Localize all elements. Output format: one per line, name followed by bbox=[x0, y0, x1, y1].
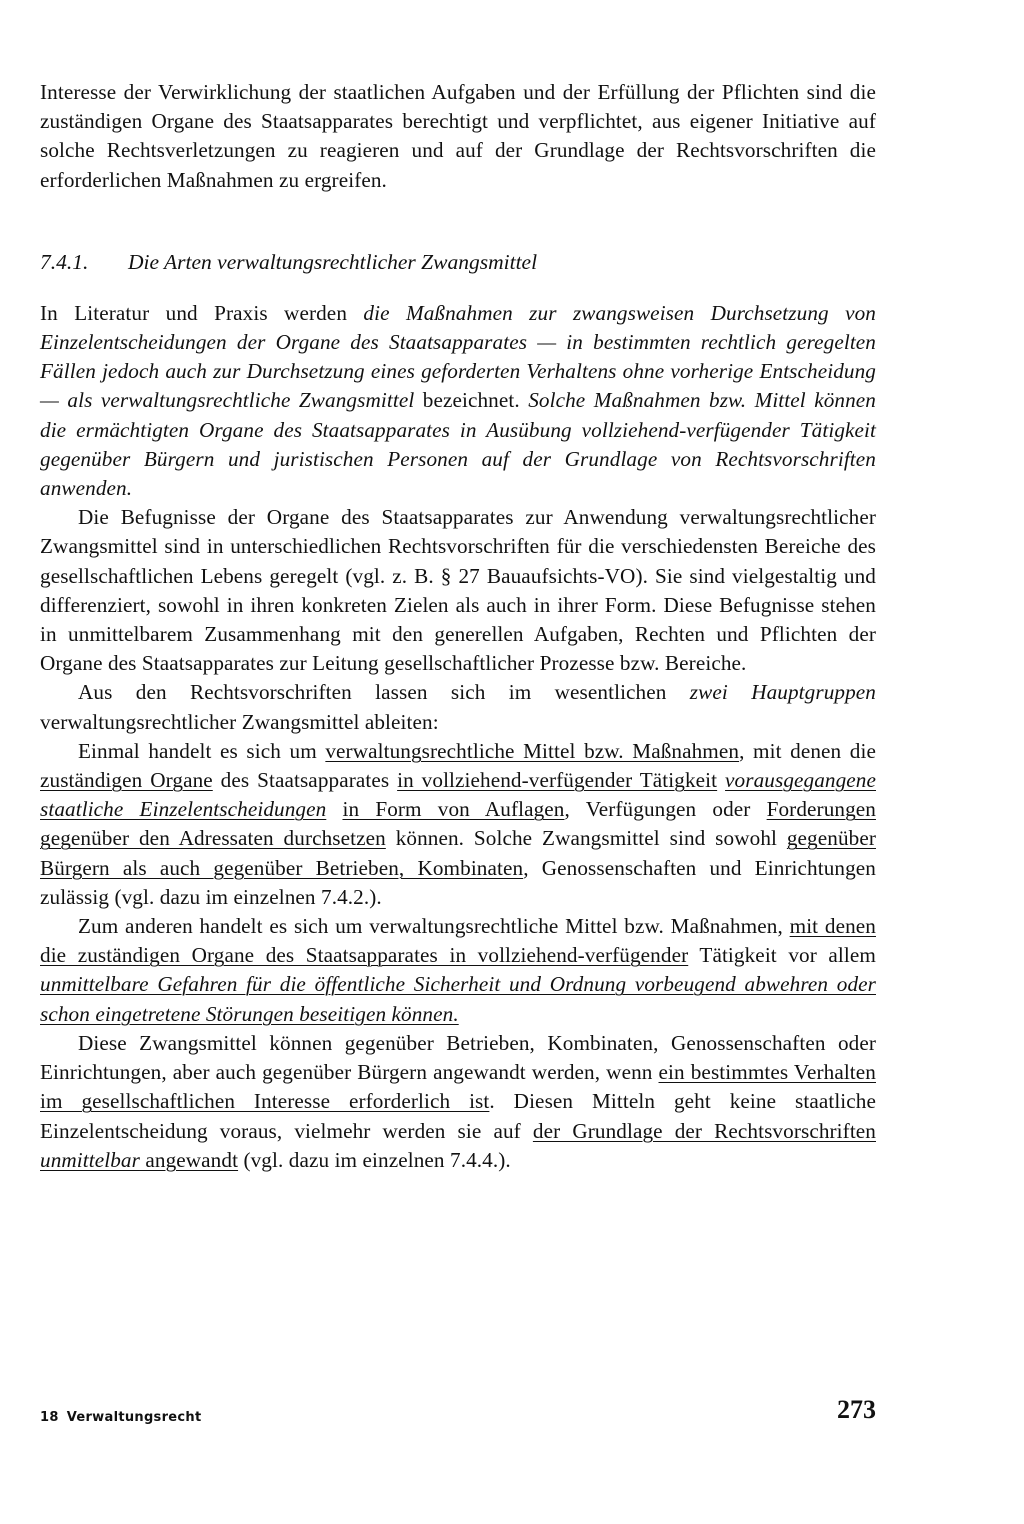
book-title: Verwaltungsrecht bbox=[66, 1410, 202, 1425]
text-run: können. Solche Zwangsmittel sind sowohl bbox=[385, 826, 787, 851]
text-run: , mit denen die bbox=[739, 738, 876, 763]
paragraph-hauptgruppen bbox=[40, 678, 876, 736]
text-run: bezeichnet. bbox=[414, 388, 529, 413]
section-number: 7.4.1. bbox=[40, 249, 89, 274]
underlined-run: mit denen die zuständigen Organe des Staatsapparates in vollziehend-verfügender bbox=[40, 914, 876, 968]
text-run: Zum anderen handelt es sich um verwaltungsrechtliche Mittel bzw. Maßnahmen, bbox=[78, 914, 790, 939]
paragraph-definition bbox=[40, 299, 876, 503]
text-run: (vgl. dazu im einzelnen 7.4.4.). bbox=[238, 1147, 511, 1172]
underlined-run: Forderungen gegenüber den Adressaten durchsetzen bbox=[40, 797, 876, 851]
underlined-run: verwaltungsrechtliche Mittel bzw. Maßnahmen bbox=[325, 738, 740, 763]
text-run bbox=[717, 768, 725, 792]
underlined-run: zuständigen Organe bbox=[40, 768, 213, 793]
text-run-italic: zwei Hauptgruppen bbox=[689, 680, 876, 705]
text-run: Tätigkeit vor allem bbox=[688, 943, 876, 968]
footer-signature bbox=[40, 1410, 202, 1425]
text-run: In Literatur und Praxis werden bbox=[40, 300, 364, 325]
text-run: Aus den Rechtsvorschriften lassen sich im wesentlichen bbox=[78, 680, 690, 705]
page-number: 273 bbox=[837, 1395, 876, 1424]
paragraph-einmal bbox=[40, 737, 876, 912]
underlined-run: in Form von Auflagen bbox=[342, 797, 565, 822]
section-heading bbox=[40, 247, 876, 277]
page-footer bbox=[40, 1395, 876, 1425]
underlined-run: gegenüber Bürgern als auch gegenüber Betrieben, Kombinaten bbox=[40, 826, 876, 880]
underlined-run: in vollziehend-verfügender Tätigkeit bbox=[397, 768, 718, 793]
paragraph-diese-zwangsmittel bbox=[40, 1029, 876, 1175]
underlined-italic-run: unmittelbar bbox=[40, 1147, 140, 1172]
text-run: Diese Zwangsmittel können gegenüber Betrieben, Kombinaten, Genossenschaften oder Einrichtungen, aber auch gegenüber Bürgern angewandt werden, wenn bbox=[40, 1030, 876, 1085]
text-run: . Diesen Mitteln geht keine staatliche Einzelentscheidung voraus, vielmehr werden sie auf bbox=[40, 1089, 876, 1143]
paragraph-befugnisse: Die Befugnisse der Organe des Staatsapparates zur Anwendung verwaltungsrechtlicher Zwangsmittel sind in unterschiedlichen Rechtsvorschriften für die verschiedensten Bereiche des gesellschaftlichen Lebens geregelt (vgl. z. B. § 27 Bauaufsichts-VO). Sie sind vielgestaltig und differenziert, sowohl in ihren konkreten Zielen als auch in ihrer Form. Diese Befugnisse stehen in unmittelbarem Zusammenhang mit den generellen Aufgaben, Rechten und Pflichten der Organe des Staatsapparates zur Leitung gesellschaftlicher Prozesse bzw. Bereiche. bbox=[40, 505, 876, 676]
text-run-italic: die Maßnahmen zur zwangsweisen Durchsetzung von Einzelentscheidungen der Organe des Staatsapparates — in bestimmten rechtlich geregelten Fällen jedoch auch zur Durchsetzung eines geforderten Verhaltens ohne vorherige Entscheidung — als verwaltungsrechtliche Zwangsmittel bbox=[40, 300, 876, 413]
section-title: Die Arten verwaltungsrechtlicher Zwangsmittel bbox=[128, 249, 538, 274]
text-run bbox=[326, 797, 342, 821]
underlined-italic-run: unmittelbare Gefahren für die öffentliche Sicherheit und Ordnung vorbeugend abwehren oder schon eingetretene Störungen beseitigen können. bbox=[40, 972, 876, 1026]
text-run-italic: Solche Maßnahmen bzw. Mittel können die ermächtigten Organe des Staatsapparates in Ausübung vollziehend-verfügender Tätigkeit gegenüber Bürgern und juristischen Personen auf der Grundlage von Rechtsvorschriften anwenden. bbox=[40, 388, 877, 501]
underlined-italic-run: vorausgegangene staatliche Einzelentscheidungen bbox=[40, 768, 876, 822]
underlined-run: der Grundlage der Rechtsvorschriften bbox=[532, 1118, 876, 1143]
page-body bbox=[40, 78, 876, 1175]
text-run: des Staatsapparates bbox=[212, 768, 398, 793]
text-run: , Genossenschaften und Einrichtungen zulässig (vgl. dazu im einzelnen 7.4.2.). bbox=[40, 855, 876, 909]
text-run: Einmal handelt es sich um bbox=[78, 738, 326, 763]
underlined-run: ein bestimmtes Verhalten im gesellschaftlichen Interesse erforderlich ist bbox=[40, 1060, 876, 1114]
text-run: verwaltungsrechtlicher Zwangsmittel ableiten: bbox=[40, 709, 439, 734]
signature-number: 18 bbox=[40, 1410, 59, 1425]
paragraph-intro: Interesse der Verwirklichung der staatlichen Aufgaben und der Erfüllung der Pflichten sind die zuständigen Organe des Staatsapparates berechtigt und verpflichtet, aus eigener Initiative auf solche Rechtsverletzungen zu reagieren und auf der Grundlage der Rechtsvorschriften die erforderlichen Maßnahmen zu ergreifen. bbox=[40, 80, 876, 192]
text-run: , Verfügungen oder bbox=[564, 797, 767, 822]
paragraph-zum-anderen bbox=[40, 912, 876, 1029]
underlined-run: angewandt bbox=[139, 1147, 239, 1172]
